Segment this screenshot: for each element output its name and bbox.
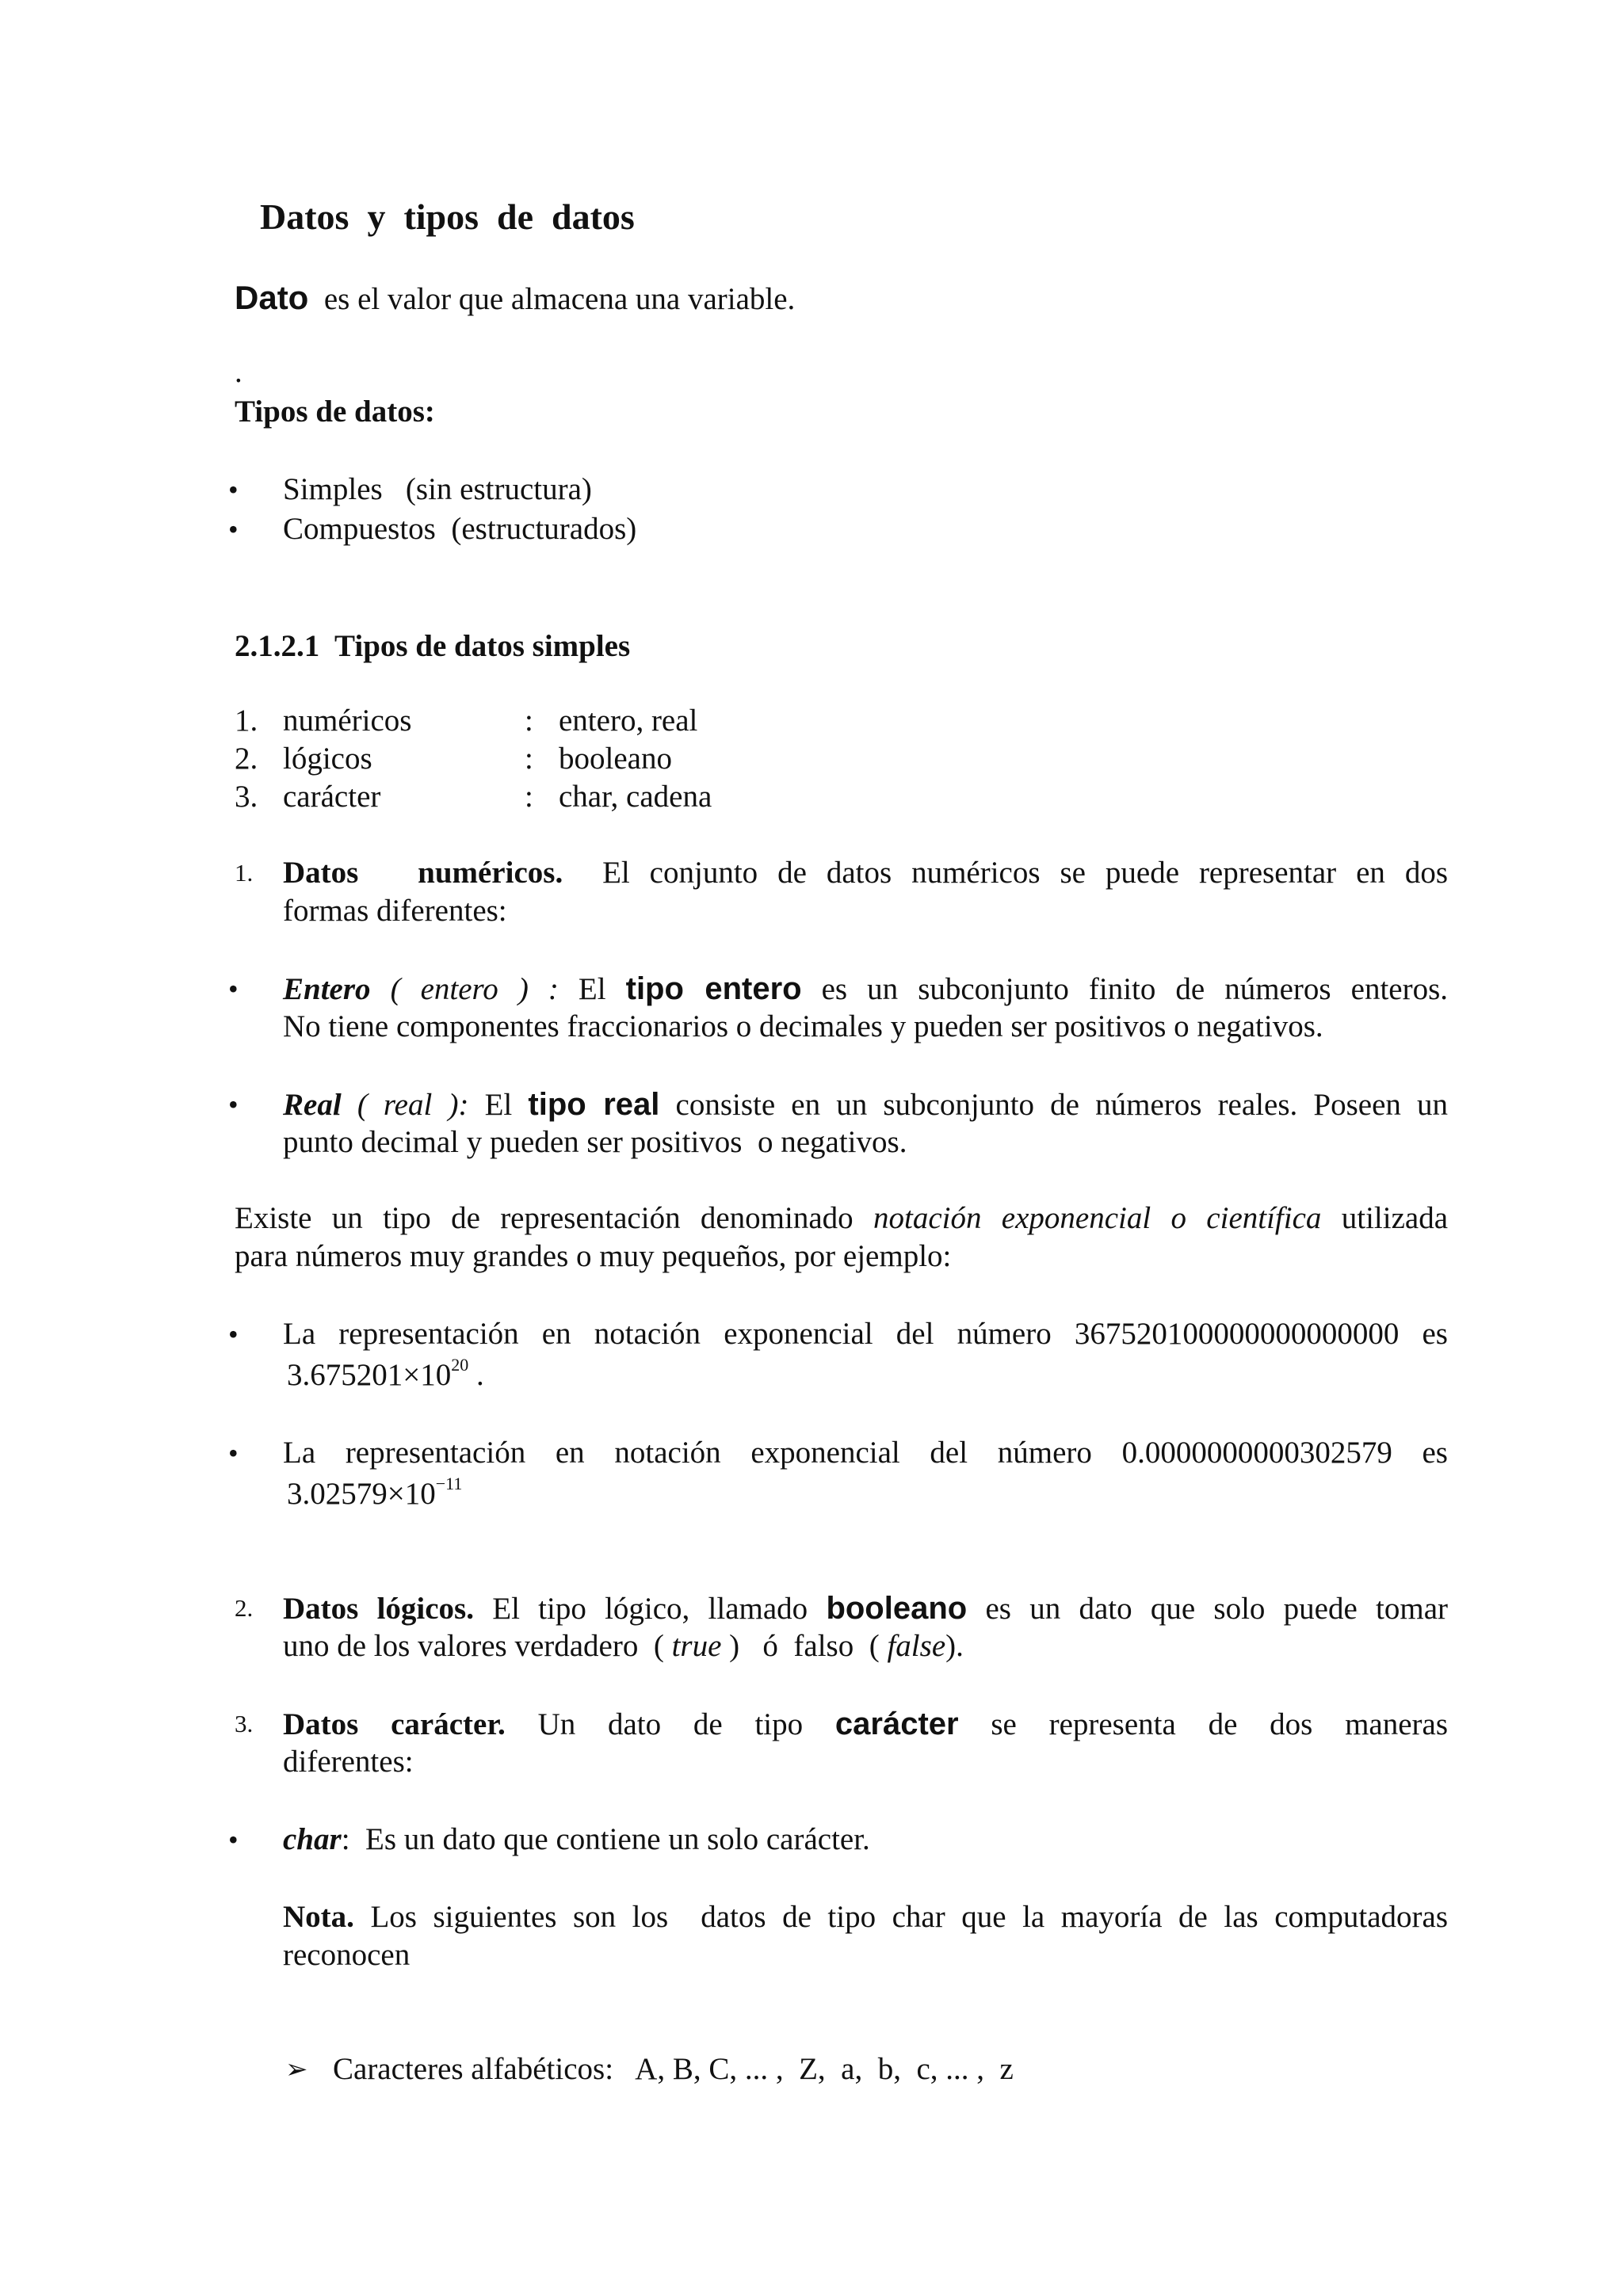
real-label: Real xyxy=(283,1088,342,1122)
notacion-post: utilizada xyxy=(1341,1201,1449,1235)
real-term: tipo real xyxy=(528,1087,660,1122)
ejemplo1-end: . xyxy=(476,1358,484,1392)
notacion-italic: notación exponencial o científica xyxy=(873,1201,1322,1235)
logicos-line1 xyxy=(283,1589,1448,1628)
simple-type-name: numéricos xyxy=(283,704,412,738)
entero-el: El xyxy=(578,972,606,1006)
ejemplo2-base: 3.02579×10 xyxy=(287,1477,436,1511)
caracter-line1 xyxy=(283,1705,1448,1744)
ejemplo2-line1: La representación en notación exponencial del número 0.0000000000302579 es xyxy=(283,1436,1448,1470)
arrow-bullet-icon: ➢ xyxy=(285,2054,308,2085)
stray-dot: . xyxy=(235,355,242,389)
logicos-l2c: ). xyxy=(945,1629,964,1663)
nota-label: Nota. xyxy=(283,1900,354,1934)
simple-type-values: booleano xyxy=(559,742,672,776)
logicos-line2 xyxy=(283,1627,964,1665)
entero-label: Entero xyxy=(283,972,371,1006)
real-el: El xyxy=(484,1088,513,1122)
caracter-post: se representa de dos maneras xyxy=(991,1707,1449,1741)
numericos-line2: formas diferentes: xyxy=(283,894,507,928)
tipos-heading: Tipos de datos: xyxy=(235,395,435,429)
dato-definition xyxy=(235,279,795,318)
ejemplo2-formula xyxy=(287,1475,462,1513)
item-number: 3. xyxy=(235,1710,254,1737)
logicos-false: false xyxy=(887,1629,946,1663)
real-line1 xyxy=(283,1085,1448,1124)
simple-type-name: carácter xyxy=(283,780,381,814)
list-item-compuestos: Compuestos (estructurados) xyxy=(283,512,637,546)
numericos-line1 xyxy=(283,854,1448,892)
simple-type-values: entero, real xyxy=(559,704,698,738)
caracter-line2: diferentes: xyxy=(283,1745,414,1779)
bullet-icon: • xyxy=(228,474,239,505)
char-text: : Es un dato que contiene un solo carácter. xyxy=(341,1822,870,1856)
simple-type-sep: : xyxy=(525,780,533,814)
bullet-icon: • xyxy=(228,1318,239,1350)
caracter-title: Datos carácter. xyxy=(283,1707,506,1741)
ejemplo2-exp: −11 xyxy=(435,1474,463,1493)
bullet-icon: • xyxy=(228,513,239,545)
simple-type-num: 2. xyxy=(235,742,258,776)
ejemplo1-exp: 20 xyxy=(451,1355,469,1375)
entero-text: es un subconjunto finito de números enteros. xyxy=(821,972,1449,1006)
logicos-term: booleano xyxy=(826,1591,968,1626)
numericos-text: El conjunto de datos numéricos se puede representar en dos xyxy=(602,856,1449,890)
simple-type-name: lógicos xyxy=(283,742,372,776)
logicos-l2a: uno de los valores verdadero ( xyxy=(283,1629,664,1663)
notacion-line1 xyxy=(235,1199,1448,1238)
ejemplo1-line1: La representación en notación exponencial del número 367520100000000000000 es xyxy=(283,1317,1448,1351)
char-label: char xyxy=(283,1822,342,1856)
logicos-l2b: ) ó falso ( xyxy=(729,1629,880,1663)
entero-line1 xyxy=(283,970,1448,1009)
nota-text: Los siguientes son los datos de tipo char que la mayoría de las computadoras xyxy=(370,1900,1449,1934)
logicos-title: Datos lógicos. xyxy=(283,1592,474,1626)
item-number: 1. xyxy=(235,859,254,887)
notacion-line2: para números muy grandes o muy pequeños, por ejemplo: xyxy=(235,1239,952,1273)
alfabeticos-line xyxy=(333,2050,1014,2088)
real-text: consiste en un subconjunto de números reales. Poseen un xyxy=(675,1088,1449,1122)
nota-line1 xyxy=(283,1898,1448,1936)
page-title: Datos y tipos de datos xyxy=(260,196,635,237)
logicos-pre: El tipo lógico, llamado xyxy=(492,1592,808,1626)
nota-line2: reconocen xyxy=(283,1938,411,1972)
caracter-pre: Un dato de tipo xyxy=(537,1707,804,1741)
ejemplo1-base: 3.675201×10 xyxy=(287,1358,452,1392)
bullet-icon: • xyxy=(228,1437,239,1469)
numericos-title: Datos numéricos. xyxy=(283,856,563,890)
simple-type-sep: : xyxy=(525,704,533,738)
simple-type-values: char, cadena xyxy=(559,780,712,814)
dato-term: Dato xyxy=(235,279,309,316)
ejemplo1-formula xyxy=(287,1356,484,1394)
caracter-term: carácter xyxy=(834,1707,959,1741)
simple-type-num: 3. xyxy=(235,780,258,814)
simple-type-sep: : xyxy=(525,742,533,776)
simple-type-num: 1. xyxy=(235,704,258,738)
item-number: 2. xyxy=(235,1594,254,1622)
entero-paren: ( entero ) : xyxy=(390,972,559,1006)
section-heading: 2.1.2.1 Tipos de datos simples xyxy=(235,629,631,663)
entero-line2: No tiene componentes fraccionarios o decimales y pueden ser positivos o negativos. xyxy=(283,1009,1323,1043)
char-line xyxy=(283,1821,870,1859)
alfabeticos-label: Caracteres alfabéticos: xyxy=(333,2052,614,2086)
bullet-icon: • xyxy=(228,973,239,1005)
dato-text: es el valor que almacena una variable. xyxy=(323,282,796,316)
real-line2: punto decimal y pueden ser positivos o negativos. xyxy=(283,1125,907,1159)
list-item-simples: Simples (sin estructura) xyxy=(283,472,592,506)
bullet-icon: • xyxy=(228,1824,239,1855)
alfabeticos-values: A, B, C, ... , Z, a, b, c, ... , z xyxy=(635,2052,1014,2086)
real-paren: ( real ): xyxy=(357,1088,469,1122)
logicos-post: es un dato que solo puede tomar xyxy=(985,1592,1449,1626)
bullet-icon: • xyxy=(228,1089,239,1120)
logicos-true: true xyxy=(671,1629,722,1663)
entero-term: tipo entero xyxy=(625,971,802,1006)
notacion-pre: Existe un tipo de representación denominado xyxy=(235,1201,854,1235)
